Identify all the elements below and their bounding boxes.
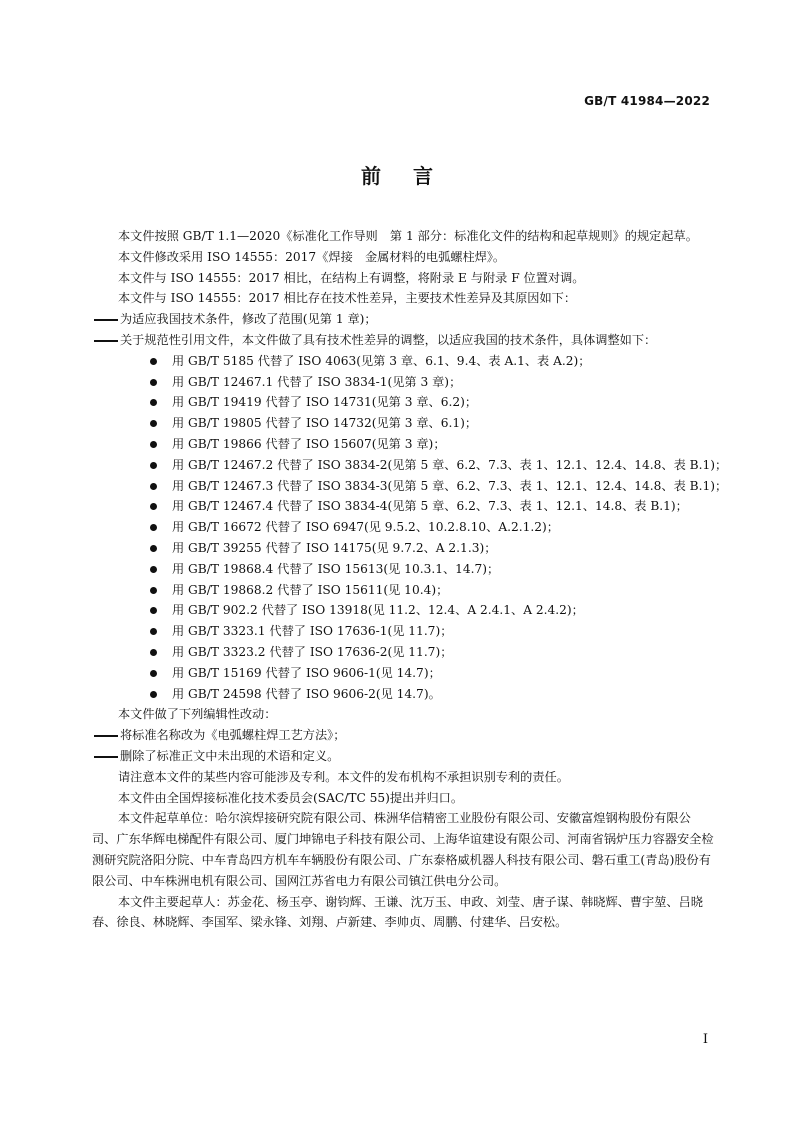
paragraph-structure-changes: 本文件与 ISO 14555：2017 相比，在结构上有调整，将附录 E 与附录 F 位置对调。 [118, 270, 585, 285]
paragraph-drafting-organizations: 本文件起草单位：哈尔滨焊接研究院有限公司、株洲华信精密工业股份有限公司、安徽富煌钢构股份有限公司、广东华辉电梯配件有限公司、厦门坤锦电子科技有限公司、上海华谊建设有限公司、河南省锅炉压力容器安全检测研究院洛阳分院、中车青岛四方机车车辆股份有限公司、广东泰格威机器人科技有限公司、磐石重工(青岛)股份有限公司、中车株洲电机有限公司、国网江苏省电力有限公司镇江供电分公司。 [92, 811, 714, 888]
list-item: 用 GB/T 15169 代替了 ISO 9606-1(见 14.7)； [148, 663, 714, 684]
list-item: 用 GB/T 19805 代替了 ISO 14732(见第 3 章、6.1)； [148, 413, 714, 434]
dash-item-scope: 为适应我国技术条件，修改了范围(见第 1 章)； [92, 309, 714, 330]
standard-code: GB/T 41984—2022 [584, 94, 710, 108]
list-item: 用 GB/T 19866 代替了 ISO 15607(见第 3 章)； [148, 434, 714, 455]
list-item: 用 GB/T 19868.2 代替了 ISO 15611(见 10.4)； [148, 580, 714, 601]
paragraph-drafters: 本文件主要起草人：苏金花、杨玉亭、谢钧辉、王谦、沈万玉、申政、刘莹、唐子谋、韩晓辉、曹宇堃、吕晓春、徐良、林晓辉、李国军、梁永锋、刘翔、卢新建、李帅贞、周鹏、付建华、吕安松。 [92, 894, 703, 930]
list-item: 用 GB/T 12467.2 代替了 ISO 3834-2(见第 5 章、6.2、7.3、表 1、12.1、12.4、14.8、表 B.1)； [148, 455, 714, 476]
paragraph-patent-notice: 请注意本文件的某些内容可能涉及专利。本文件的发布机构不承担识别专利的责任。 [118, 769, 569, 784]
list-item: 用 GB/T 902.2 代替了 ISO 13918(见 11.2、12.4、A 2.4.1、A 2.4.2)； [148, 600, 714, 621]
list-item: 用 GB/T 5185 代替了 ISO 4063(见第 3 章、6.1、9.4、表 A.1、表 A.2)； [148, 351, 714, 372]
paragraph-editorial-changes: 本文件做了下列编辑性改动： [118, 707, 277, 722]
dash-item-normative-references: 关于规范性引用文件，本文件做了具有技术性差异的调整，以适应我国的技术条件，具体调整如下： [92, 330, 714, 351]
list-item: 用 GB/T 12467.4 代替了 ISO 3834-4(见第 5 章、6.2、7.3、表 1、12.1、14.8、表 B.1)； [148, 496, 714, 517]
paragraph-technical-differences: 本文件与 ISO 14555：2017 相比存在技术性差异，主要技术性差异及其原因如下： [118, 291, 577, 306]
list-item: 用 GB/T 24598 代替了 ISO 9606-2(见 14.7)。 [148, 684, 714, 705]
list-item: 用 GB/T 12467.3 代替了 ISO 3834-3(见第 5 章、6.2、7.3、表 1、12.1、12.4、14.8、表 B.1)； [148, 476, 714, 497]
list-item: 用 GB/T 3323.2 代替了 ISO 17636-2(见 11.7)； [148, 642, 714, 663]
dash-item-terms-removed: 删除了标准正文中未出现的术语和定义。 [92, 746, 714, 767]
paragraph-drafting-rules: 本文件按照 GB/T 1.1—2020《标准化工作导则 第 1 部分：标准化文件的结构和起草规则》的规定起草。 [118, 229, 698, 243]
foreword-body [92, 226, 728, 933]
paragraph-committee: 本文件由全国焊接标准化技术委员会(SAC/TC 55)提出并归口。 [118, 790, 464, 805]
list-item: 用 GB/T 12467.1 代替了 ISO 3834-1(见第 3 章)； [148, 372, 714, 393]
list-item: 用 GB/T 19868.4 代替了 ISO 15613(见 10.3.1、14.7)； [148, 559, 714, 580]
list-item: 用 GB/T 16672 代替了 ISO 6947(见 9.5.2、10.2.8.10、A.2.1.2)； [148, 517, 714, 538]
page-title: 前言 [361, 164, 465, 188]
dash-item-title-change: 将标准名称改为《电弧螺柱焊工艺方法》； [92, 725, 714, 746]
list-item: 用 GB/T 39255 代替了 ISO 14175(见 9.7.2、A 2.1.3)； [148, 538, 714, 559]
list-item: 用 GB/T 19419 代替了 ISO 14731(见第 3 章、6.2)； [148, 392, 714, 413]
list-item: 用 GB/T 3323.1 代替了 ISO 17636-1(见 11.7)； [148, 621, 714, 642]
page-number: I [702, 1032, 708, 1047]
reference-replacement-list [92, 351, 728, 705]
paragraph-adoption: 本文件修改采用 ISO 14555：2017《焊接 金属材料的电弧螺柱焊》。 [118, 249, 506, 264]
